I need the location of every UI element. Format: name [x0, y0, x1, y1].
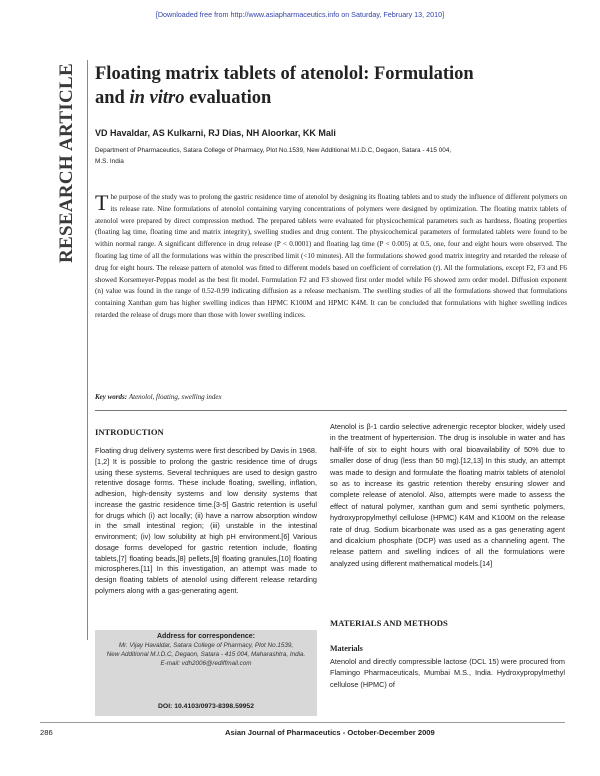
- download-note: [Downloaded free from http://www.asiapharmaceutics.info on Saturday, February 13, 2010]: [155, 10, 445, 19]
- page-number: 286: [40, 728, 53, 737]
- title-line2-post: evaluation: [184, 88, 272, 108]
- title-line2-pre: and: [95, 88, 130, 108]
- correspondence-line1: Mr. Vijay Havaldar, Satara College of Pharmacy, Plot No.1539,: [118, 641, 294, 649]
- article-title: [95, 62, 565, 110]
- keywords-divider: [95, 410, 567, 411]
- correspondence-heading: Address for correspondence:: [156, 633, 256, 640]
- materials-methods-heading: MATERIALS AND METHODS: [330, 618, 448, 628]
- title-line2-ital: in vitro: [129, 88, 185, 108]
- keywords-label: Key words:: [95, 393, 128, 401]
- keywords: [95, 393, 222, 401]
- author-list: VD Havaldar, AS Kulkarni, RJ Dias, NH Aloorkar, KK Mali: [95, 128, 336, 138]
- abstract-dropcap: T: [95, 190, 109, 215]
- affiliation-line2: M.S. India: [95, 157, 124, 165]
- sidebar-divider: [87, 60, 88, 640]
- abstract: [95, 192, 567, 322]
- abstract-text: he purpose of the study was to prolong the gastric residence time of atenolol by designing its floating tablets and to study the influence of different polymers on its release rate. Nine formulations of atenolol containing varying concentrations of polymers were designed by optimization. The floating matrix tablets of atenolol were prepared by direct compression method. The prepared tablets were evaluated for physicochemical parameters such as hardness, floating properties (floating lag time, floating time and matrix integrity), swelling studies and drug content. The physicochemical parameters of formulated tablets were found to be within normal range. A significant difference in drug release (P < 0.0001) and floating lag time (P < 0.005) at 0.5, one, four and eight hours were observed. The floating lag time of all the formulations was within the prescribed limit (<10 minutes). All the formulations showed good matrix integrity and retarded the release of drug for eight hours. The release pattern of atenolol was fitted to different models based on coefficient of correlation (r). All the formulations, except F2, F3 and F6 showed Korsemeyer-Peppas model as the best fit model. Formulation F2 and F3 showed first order model while F6 showed zero order model. Diffusion exponent (n) value was found in the range of 0.52-0.99 indicating diffusion as a release mechanism. The swelling studies of all the formulations showed that formulations containing Xanthan gum has higher swelling indices than HPMC K100M and HPMC K4M. It can be concluded that formulations with higher swelling indices retarded the release of drugs more than those with lower swelling indices.: [95, 193, 567, 319]
- introduction-heading: INTRODUCTION: [95, 427, 164, 437]
- footer-divider: [40, 722, 565, 723]
- correspondence-line2: New Additional M.I.D.C, Degaon, Satara - 415 004, Maharashtra, India.: [106, 650, 306, 658]
- article-type-sidebar: [55, 60, 79, 265]
- title-line1: Floating matrix tablets of atenolol: Formulation: [95, 64, 474, 84]
- affiliation-line1: Department of Pharmaceutics, Satara College of Pharmacy, Plot No.1539, New Additional M.I.D.C, Degaon, Satara - 415 004,: [95, 147, 452, 154]
- materials-subheading: Materials: [330, 644, 363, 653]
- article-type-label: RESEARCH ARTICLE: [56, 62, 77, 263]
- right-column-paragraph: Atenolol is β-1 cardio selective adrenergic receptor blocker, widely used in the treatment of hypertension. The drug is insoluble in water and has half-life of six to eight hours with oral bioavailability of 50% due to smaller dose of drug (less than 50 mg).[12,13] In this study, an attempt was made to design and formulate the floating matrix tablets of atenolol so as to increase its gastric retention thereby ensuring slower and complete release of atenolol. Also, attempts were made to assess the effect of natural polymer, xanthan gum and semi synthetic polymers, hydroxypropylmethyl cellulose (HPMC) K4M and K100M on the release rate of drug. Sodium bicarbonate was used as a gas generating agent and dicalcium phosphate (DCP) was used as a channeling agent. The release pattern and swelling indices of all the formulations were analyzed using different mathematical models.[14]: [330, 422, 565, 568]
- correspondence-box: [95, 630, 317, 716]
- keywords-value: Atenolol, floating, swelling index: [128, 393, 222, 401]
- materials-paragraph: Atenolol and directly compressible lactose (DCL 15) were procured from Flamingo Pharmaceuticals, Mumbai M.S., India. Hydroxypropylmethyl cellulose (HPMC) of: [330, 657, 565, 689]
- introduction-paragraph: Floating drug delivery systems were first described by Davis in 1968.[1,2] It is possible to prolong the gastric residence time of drugs using these systems. Several techniques are used to design gastro retentive dosage forms. These include floating, swelling, inflation, adhesion, high-density systems and low density systems that increase the gastric residence time.[3-5] Gastric retention is useful for drugs which (i) act locally; (ii) have a narrow absorption window in the small intestinal region; (iii) unstable in the intestinal environment; (iv) low solubility at high pH environment.[6] Various dosage forms developed for gastric retention include, floating tablets,[7] floating beads,[8] pellets,[9] floating granules,[10] floating microspheres.[11] In this investigation, an attempt was made to design floating tablets of atenolol using different release retarding polymers along with a gas-generating agent.: [95, 446, 317, 595]
- journal-footer: Asian Journal of Pharmaceutics - October-December 2009: [225, 728, 435, 737]
- doi: DOI: 10.4103/0973-8398.59952: [158, 703, 254, 710]
- affiliation: [95, 146, 565, 167]
- correspondence-email[interactable]: E-mail: vdh2006@rediffmail.com: [160, 659, 252, 667]
